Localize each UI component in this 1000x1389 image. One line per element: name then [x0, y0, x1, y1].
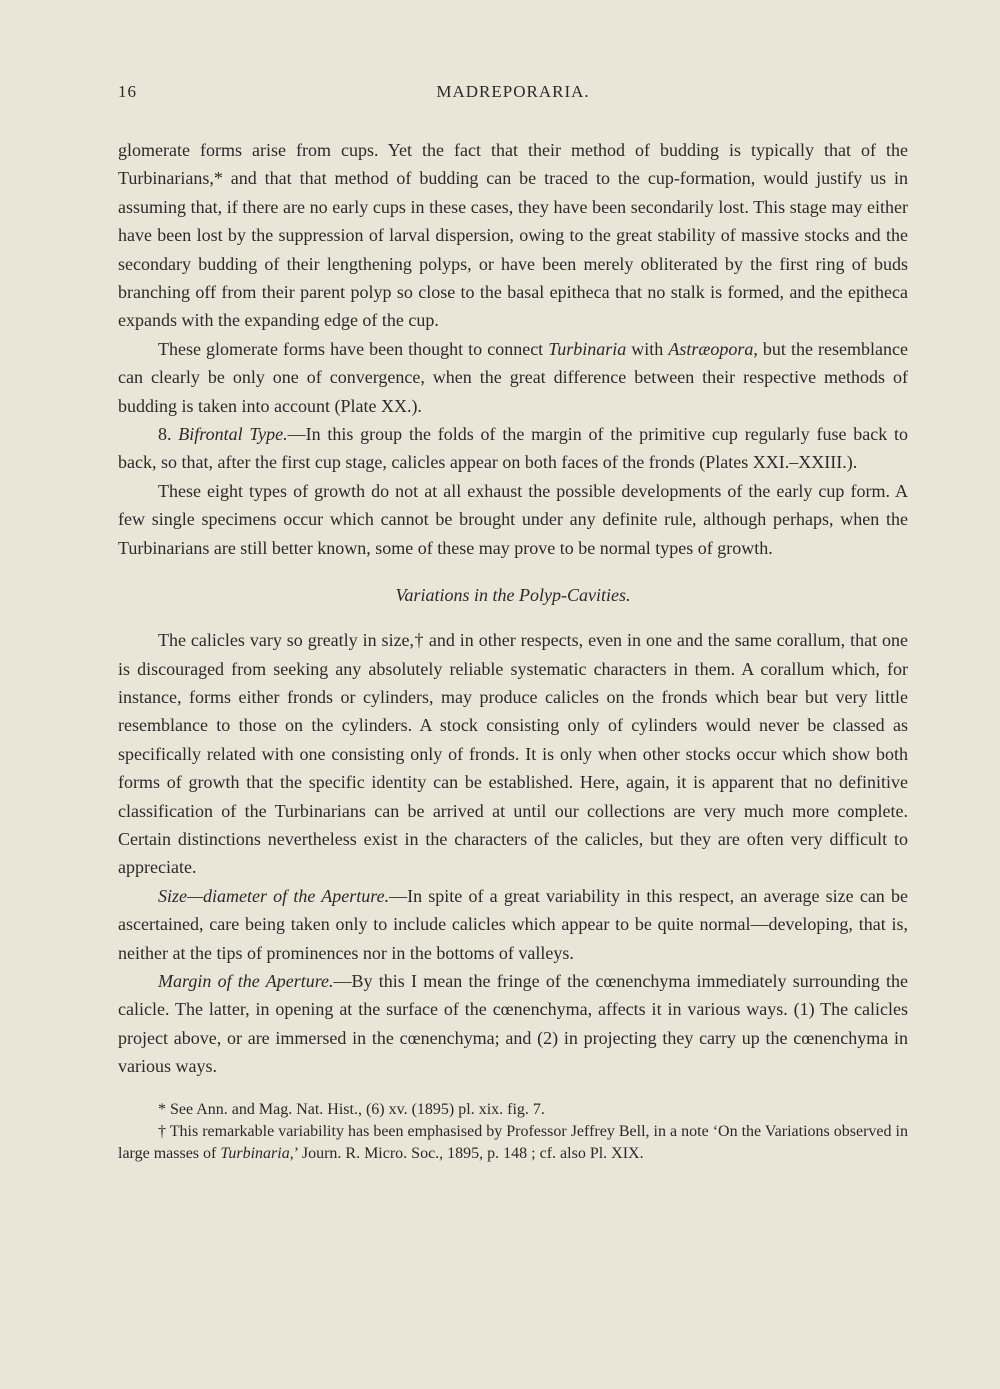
text-run: ,’ Journ. R. Micro. Soc., 1895, p. 148 ; cf. also Pl. XIX. [289, 1144, 644, 1162]
page-number: 16 [118, 82, 137, 101]
paragraph-calicles-vary: The calicles vary so greatly in size,† and in other respects, even in one and the same corallum, that one is discouraged from seeking any absolutely reliable systematic characters in them. A corallum which, for instance, forms either fronds or cylinders, may produce calicles on the fronds which bear but very little resemblance to those on the cylinders. A stock consisting only of cylinders would never be classed as specifically related with one consisting only of fronds. It is only when other stocks occur which show both forms of growth that the specific identity can be established. Here, again, it is apparent that no definitive classification of the Turbinarians can be arrived at until our collections are very much more complete. Certain distinctions nevertheless exist in the characters of the calicles, but they are often very difficult to appreciate. [118, 630, 908, 878]
paragraph-convergence [118, 335, 908, 420]
text-run: † This remarkable variability has been emphasised by Professor Jeffrey Bell, in a note ‘On the Variations observed in large masses of [118, 1122, 908, 1162]
paragraph-bifrontal-type [118, 420, 908, 477]
genus-turbinaria: Turbinaria [220, 1144, 290, 1162]
running-title: MADREPORARIA. [436, 82, 590, 101]
paragraph-margin-aperture [118, 967, 908, 1081]
footnote-asterisk: * See Ann. and Mag. Nat. Hist., (6) xv. (1895) pl. xix. fig. 7. [158, 1100, 545, 1118]
paragraph-eight-types: These eight types of growth do not at all exhaust the possible developments of the early cup form. A few single specimens occur which cannot be brought under any definite rule, although perhaps, when the Turbinarians are still better known, some of these may prove to be normal types of growth. [118, 480, 908, 558]
genus-astraeopora: Astræopora [668, 338, 754, 359]
paragraph-size-aperture [118, 882, 908, 967]
bifrontal-type-label: Bifrontal Type. [178, 424, 288, 445]
text-run: 8. [158, 424, 179, 445]
genus-turbinaria: Turbinaria [548, 338, 627, 359]
running-head [118, 82, 908, 116]
text-run: These glomerate forms have been thought to connect [158, 338, 549, 359]
text-run: —In spite of a great variability in this respect, an average size can be ascertained, care being taken only to include calicles which appear to be quite normal—developing, that is, neither at the tips of prominences nor in the bottoms of valleys. [118, 885, 908, 963]
text-run: with [626, 338, 669, 359]
footnote-dagger [118, 1121, 908, 1165]
paragraph-glomerate-forms: glomerate forms arise from cups. Yet the fact that their method of budding is typically that of the Turbinarians,* and that that method of budding can be traced to the cup-formation, would justify us in assuming that, if there are no early cups in these cases, they have been secondarily lost. This stage may either have been lost by the suppression of larval dispersion, owing to the great stability of massive stocks and the secondary budding of their lengthening polyps, or have been merely obliterated by the first ring of buds branching off from their parent polyp so close to the basal epitheca that no stalk is formed, and the epitheca expands with the expanding edge of the cup. [118, 140, 908, 331]
page [118, 82, 908, 1165]
text-run: —In this group the folds of the margin of the primitive cup regularly fuse back to back, so that, after the first cup stage, calicles appear on both faces of the fronds (Plates XXI.–XXIII.). [118, 424, 909, 473]
text-run: , but the resemblance can clearly be only one of convergence, when the great difference between their respective methods of budding is taken into account (Plate XX.). [118, 338, 908, 416]
text-run: —By this I mean the fringe of the cœnenchyma immediately surrounding the calicle. The latter, in opening at the surface of the cœnenchyma, affects it in various ways. (1) The calicles project above, or are immersed in the cœnenchyma; and (2) in projecting they carry up the cœnenchyma in various ways. [118, 970, 908, 1077]
size-aperture-label: Size—diameter of the Aperture. [158, 885, 390, 906]
section-heading: Variations in the Polyp-Cavities. [395, 585, 631, 606]
footnotes [118, 1099, 908, 1165]
body-text [118, 136, 908, 1081]
margin-aperture-label: Margin of the Aperture. [158, 970, 334, 991]
